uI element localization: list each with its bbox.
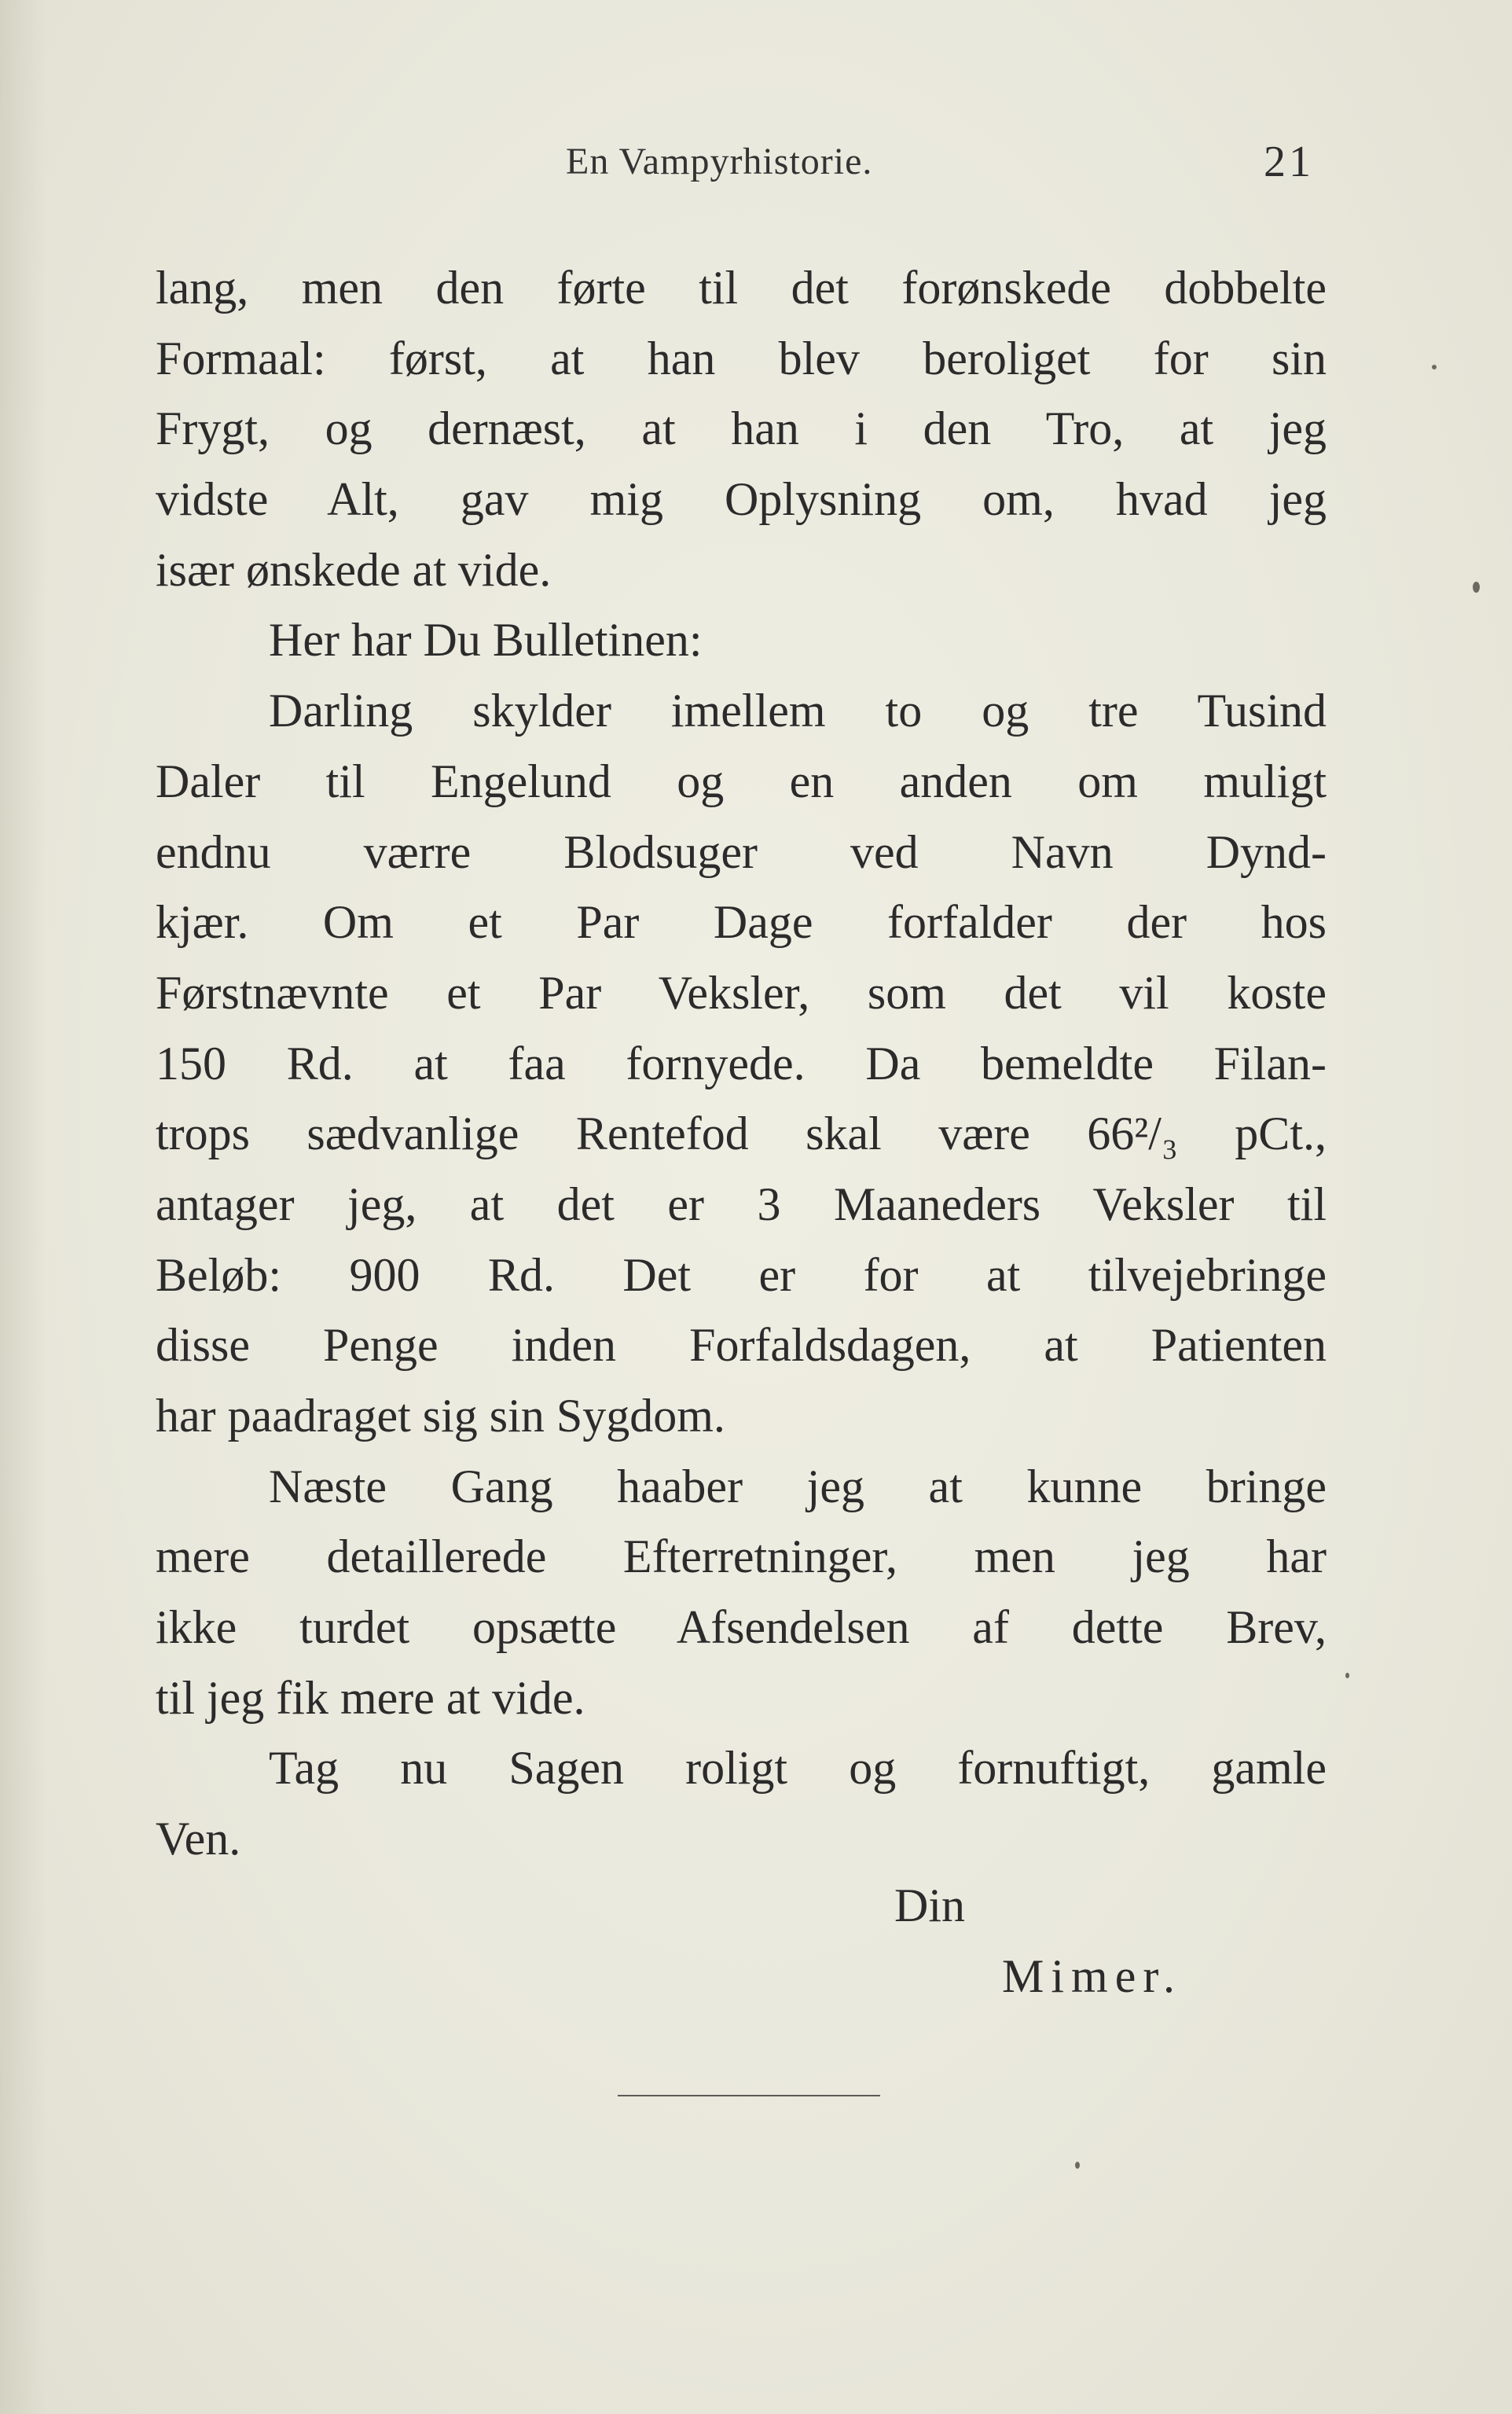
text-line: Ven. <box>156 1813 241 1865</box>
page-edge-shadow <box>0 0 47 2414</box>
text-line: Næste Gang haaber jeg at kunne bringe <box>269 1460 1327 1512</box>
paper-speck <box>1432 365 1437 369</box>
text-line: Formaal: først, at han blev beroliget for sin <box>156 332 1327 384</box>
paper-speck <box>1473 582 1480 593</box>
text-line: Daler til Engelund og en anden om muligt <box>156 755 1327 807</box>
closing-salutation: Din <box>894 1879 965 1931</box>
text-line: til jeg fik mere at vide. <box>156 1671 585 1724</box>
text-line: Frygt, og dernæst, at han i den Tro, at jeg <box>156 402 1327 455</box>
text-line: lang, men den førte til det forønskede dobbelte <box>156 262 1327 314</box>
running-title: En Vampyrhistorie. <box>566 141 873 182</box>
closing-signature: Mimer. <box>1002 1950 1182 2002</box>
text-line: trops sædvanlige Rentefod skal være 66²/₃ pCt., <box>156 1108 1327 1160</box>
text-line: kjær. Om et Par Dage forfalder der hos <box>156 896 1327 949</box>
text-line: 150 Rd. at faa fornyede. Da bemeldte Filan- <box>156 1037 1327 1089</box>
page-number: 21 <box>1264 138 1314 186</box>
text-line: har paadraget sig sin Sygdom. <box>156 1390 725 1442</box>
text-line: Darling skylder imellem to og tre Tusind <box>269 685 1327 737</box>
text-line: Her har Du Bulletinen: <box>269 614 703 667</box>
body-text <box>156 253 1327 1875</box>
text-line: antager jeg, at det er 3 Maaneders Veksler til <box>156 1178 1327 1230</box>
end-rule <box>618 2095 880 2096</box>
text-line: Beløb: 900 Rd. Det er for at tilvejebringe <box>156 1248 1327 1301</box>
text-line: endnu værre Blodsuger ved Navn Dynd- <box>156 825 1327 878</box>
paper-speck <box>1075 2162 1080 2169</box>
text-line: Førstnævnte et Par Veksler, som det vil koste <box>156 966 1327 1019</box>
text-line: vidste Alt, gav mig Oplysning om, hvad jeg <box>156 473 1327 526</box>
text-line: især ønskede at vide. <box>156 543 552 596</box>
text-line: ikke turdet opsætte Afsendelsen af dette Brev, <box>156 1601 1327 1654</box>
paper-speck <box>1345 1673 1349 1678</box>
text-line: Tag nu Sagen roligt og fornuftigt, gamle <box>269 1742 1327 1795</box>
text-line: disse Penge inden Forfaldsdagen, at Patienten <box>156 1319 1327 1372</box>
page-header <box>0 134 1512 189</box>
text-line: mere detaillerede Efterretninger, men jeg har <box>156 1530 1327 1583</box>
